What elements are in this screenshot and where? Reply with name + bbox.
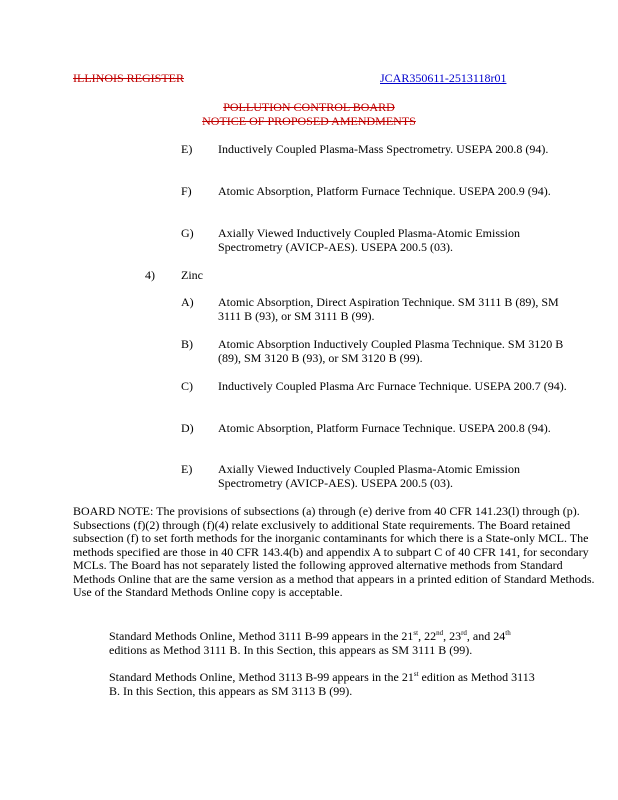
list-item: Atomic Absorption Inductively Coupled Plasma Technique. SM 3120 B (89), SM 3120 B (93), or SM 3120 B (99). — [218, 337, 564, 365]
item-label: G) — [181, 226, 194, 240]
item-label: E) — [181, 462, 193, 476]
method-3111-paragraph — [109, 630, 579, 657]
superscript: st — [413, 670, 419, 678]
item-label: F) — [181, 184, 192, 198]
item-label: D) — [181, 421, 194, 435]
superscript: nd — [436, 629, 444, 637]
superscript: rd — [461, 629, 467, 637]
superscript: st — [413, 629, 419, 637]
method-3111-text-a: Standard Methods Online, Method 3111 B-99 appears in the 21 — [109, 629, 414, 643]
item-label: E) — [181, 142, 193, 156]
list-item: Inductively Coupled Plasma-Mass Spectrometry. USEPA 200.8 (94). — [218, 142, 549, 156]
method-3113-text-mid1: edition as Method 3113 — [418, 670, 535, 684]
list-item: Axially Viewed Inductively Coupled Plasma-Atomic Emission Spectrometry (AVICP-AES). USEPA 200.5 (03). — [218, 462, 521, 490]
list-item: Atomic Absorption, Platform Furnace Technique. USEPA 200.9 (94). — [218, 184, 551, 198]
notice-title: NOTICE OF PROPOSED AMENDMENTS — [202, 114, 416, 128]
method-3113-text-a: Standard Methods Online, Method 3113 B-99 appears in the 21 — [109, 670, 414, 684]
list-item: Atomic Absorption, Platform Furnace Technique. USEPA 200.8 (94). — [218, 421, 551, 435]
jcar-link[interactable]: JCAR350611-2513118r01 — [380, 71, 507, 85]
list-item: Axially Viewed Inductively Coupled Plasma-Atomic Emission Spectrometry (AVICP-AES). USEPA 200.5 (03). — [218, 226, 521, 254]
board-note: BOARD NOTE: The provisions of subsections (a) through (e) derive from 40 CFR 141.23(l) through (p). Subsections (f)(2) through (f)(4) relate exclusively to additional State requirements. The Board retained subsection (f) to set forth methods for the inorganic contaminants for which there is a State-only MCL. The methods specified are those in 40 CFR 143.4(b) and appendix A to subpart C of 40 CFR 141, for secondary MCLs. The Board has not separately listed the following approved alternative methods from Standard Methods Online that are the same version as a method that appears in a printed edition of Standard Methods. Use of the Standard Methods Online copy is acceptable. — [73, 504, 595, 599]
item-label: B) — [181, 337, 193, 351]
method-3113-text-b: B. In this Section, this appears as SM 3113 B (99). — [109, 683, 353, 698]
register-header: ILLINOIS REGISTER — [73, 71, 184, 85]
method-3111-text-mid2: , 23 — [443, 629, 462, 643]
zinc-heading: Zinc — [181, 268, 203, 282]
method-3111-text-b: editions as Method 3111 B. In this Section, this appears as SM 3111 B (99). — [109, 642, 473, 657]
method-3113-paragraph — [109, 671, 579, 698]
item-label: C) — [181, 379, 193, 393]
superscript: th — [505, 629, 511, 637]
item-label: A) — [181, 295, 194, 309]
zinc-number: 4) — [145, 268, 155, 282]
list-item: Atomic Absorption, Direct Aspiration Technique. SM 3111 B (89), SM 3111 B (93), or SM 3111 B (99). — [218, 295, 559, 323]
board-title: POLLUTION CONTROL BOARD — [223, 100, 395, 114]
method-3111-text-mid1: , 22 — [418, 629, 437, 643]
method-3111-text-mid3: , and 24 — [466, 629, 506, 643]
list-item: Inductively Coupled Plasma Arc Furnace Technique. USEPA 200.7 (94). — [218, 379, 567, 393]
